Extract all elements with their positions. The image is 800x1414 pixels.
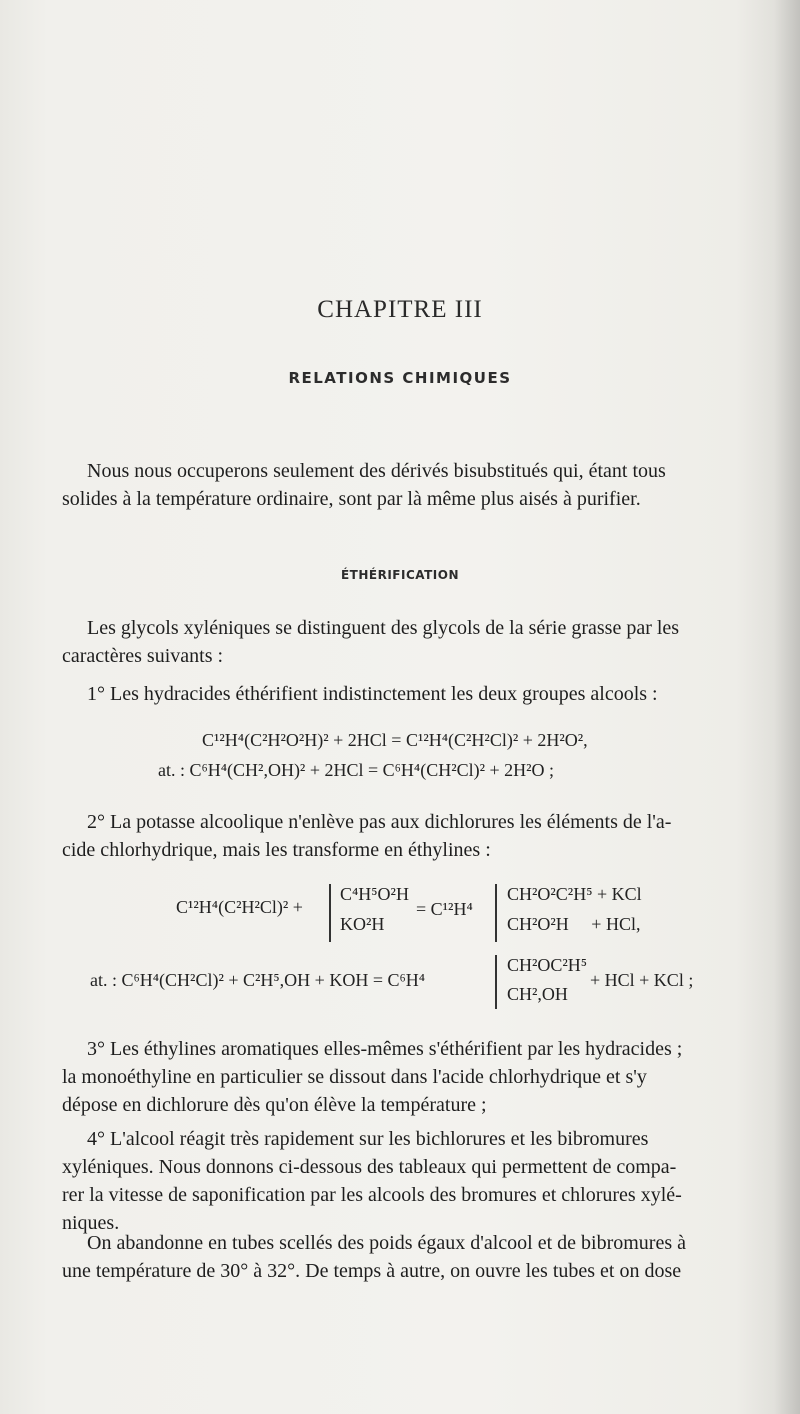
subsection-title: ÉTHÉRIFICATION — [340, 568, 460, 582]
text-line: xyléniques. Nous donnons ci-dessous des tableaux qui permettent de compa- — [62, 1156, 677, 1178]
formula-3-right: + HCl + KCl ; — [590, 970, 694, 990]
text-line: une température de 30° à 32°. De temps à autre, on ouvre les tubes et on dose — [62, 1260, 682, 1282]
formula-2-mid-bot: KO²H — [340, 914, 385, 934]
formula-3-left: at. : C⁶H⁴(CH²Cl)² + C²H⁵,OH + KOH = C⁶H⁴ — [90, 970, 426, 990]
text-line: 1° Les hydracides éthérifient indistinctement les deux groupes alcools : — [87, 683, 658, 705]
intro-paragraph — [62, 457, 764, 513]
text-line: la monoéthyline en particulier se dissout dans l'acide chlorhydrique et s'y — [62, 1066, 647, 1088]
text-line: Les glycols xyléniques se distinguent des glycols de la série grasse par les — [87, 617, 680, 639]
formula-3-mid-bot: CH²,OH — [507, 984, 568, 1004]
text-line: rer la vitesse de saponification par les alcools des bromures et chlorures xylé- — [62, 1184, 682, 1206]
formula-2-right-bot: CH²O²H + HCl, — [507, 914, 641, 934]
item-1 — [62, 680, 764, 708]
text-line: Nous nous occuperons seulement des dérivés bisubstitués qui, étant tous — [87, 460, 666, 482]
chapter-title: CHAPITRE III — [317, 296, 483, 323]
page-binding-shadow — [774, 0, 800, 1414]
text-line: dépose en dichlorure dès qu'on élève la température ; — [62, 1094, 487, 1116]
text-line: solides à la température ordinaire, sont par là même plus aisés à purifier. — [62, 488, 641, 510]
formula-1b: at. : C⁶H⁴(CH²,OH)² + 2HCl = C⁶H⁴(CH²Cl)² + 2H²O ; — [158, 760, 555, 780]
glycols-paragraph — [62, 614, 764, 670]
formula-2-left: C¹²H⁴(C²H²Cl)² + — [176, 897, 303, 917]
formula-2-right-top: CH²O²C²H⁵ + KCl — [507, 884, 642, 904]
text-line: On abandonne en tubes scellés des poids égaux d'alcool et de bibromures à — [87, 1232, 686, 1254]
formula-3-mid-top: CH²OC²H⁵ — [507, 955, 588, 975]
item-4 — [62, 1125, 764, 1237]
formula-2-mid-top: C⁴H⁵O²H — [340, 884, 409, 904]
formula-2-eq: = C¹²H⁴ — [416, 899, 473, 919]
formula-brace — [495, 884, 497, 942]
text-line: caractères suivants : — [62, 645, 224, 667]
section-title: RELATIONS CHIMIQUES — [288, 369, 512, 387]
text-line: niques. — [62, 1212, 120, 1234]
item-2 — [62, 808, 764, 864]
item-3 — [62, 1035, 764, 1119]
text-line: cide chlorhydrique, mais les transforme en éthylines : — [62, 839, 491, 861]
item-5 — [62, 1229, 764, 1285]
text-line: 2° La potasse alcoolique n'enlève pas aux dichlorures les éléments de l'a- — [87, 811, 672, 833]
text-line: 4° L'alcool réagit très rapidement sur les bichlorures et les bibromures — [87, 1128, 649, 1150]
text-line: 3° Les éthylines aromatiques elles-mêmes s'éthérifient par les hydracides ; — [87, 1038, 683, 1060]
formula-1a: C¹²H⁴(C²H²O²H)² + 2HCl = C¹²H⁴(C²H²Cl)² + 2H²O², — [202, 730, 588, 750]
formula-brace — [495, 955, 497, 1009]
formula-brace — [329, 884, 331, 942]
